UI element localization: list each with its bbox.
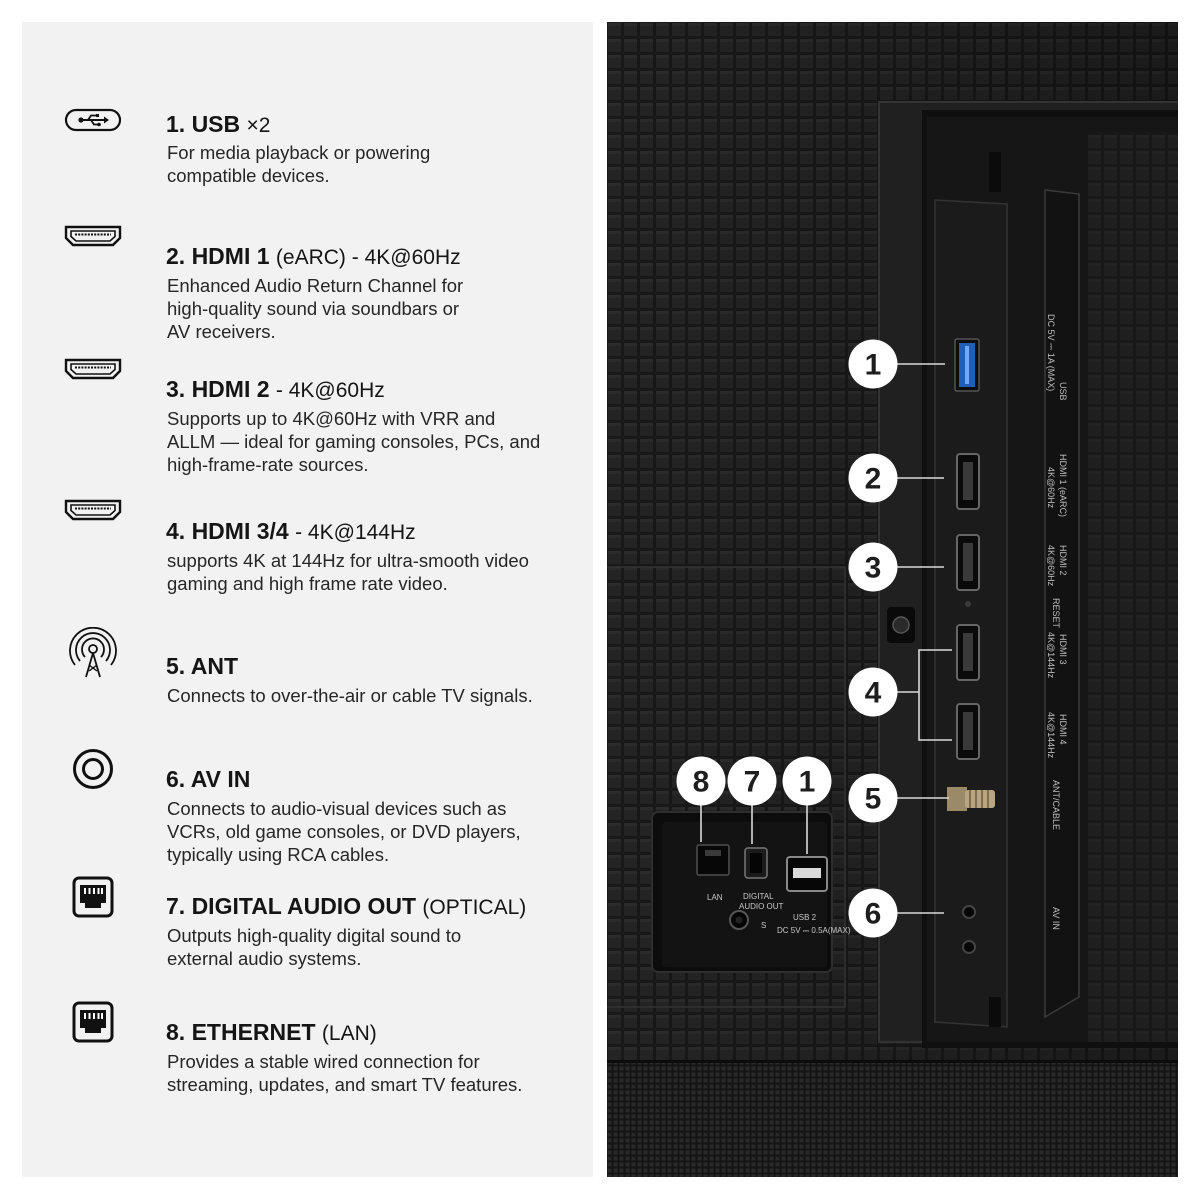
desc-line: Connects to over-the-air or cable TV signals. (167, 685, 533, 706)
desc-line: AV receivers. (167, 321, 276, 342)
callout-2 (849, 454, 898, 503)
label-s: S (761, 921, 767, 930)
label-digital-line2: AUDIO OUT (739, 902, 784, 911)
hdmi-port-4 (957, 704, 979, 759)
desc-line: supports 4K at 144Hz for ultra-smooth video (167, 550, 529, 571)
title-main: 6. AV IN (166, 766, 251, 792)
desc-line: Supports up to 4K@60Hz with VRR and (167, 408, 496, 429)
callout-number: 8 (692, 765, 710, 799)
label-hdmi1: HDMI 1 (eARC) (1058, 454, 1068, 518)
label-usb2-rating: DC 5V ⎓ 0.5A(MAX) (777, 926, 851, 935)
label-hdmi2-spec: 4K@60Hz (1046, 545, 1056, 587)
callout-6 (849, 889, 898, 938)
title-spec: (eARC) - 4K@60Hz (275, 246, 461, 269)
desc-line: VCRs, old game consoles, or DVD players, (167, 821, 521, 842)
hdmi-port-2 (957, 535, 979, 590)
av-jack (963, 941, 975, 953)
desc-line: streaming, updates, and smart TV features. (167, 1074, 523, 1095)
feature-title (166, 110, 270, 140)
title-main: 3. HDMI 2 (166, 376, 270, 402)
title-spec: ×2 (246, 114, 271, 137)
av-in-icon (64, 745, 122, 793)
feature-description (167, 141, 587, 187)
label-reset: RESET (1051, 598, 1061, 629)
features-list (22, 22, 593, 1177)
feature-title (166, 375, 385, 405)
av-jack (963, 906, 975, 918)
callout-number: 6 (864, 897, 882, 931)
feature-description (167, 797, 587, 866)
title-spec: (OPTICAL) (422, 896, 527, 919)
callout-number: 2 (864, 462, 882, 496)
ethernet-port-icon (64, 1001, 122, 1049)
label-hdmi2: HDMI 2 (1058, 545, 1068, 576)
reset-button (965, 601, 971, 607)
title-spec: - 4K@144Hz (295, 521, 416, 544)
tv-back-photo (607, 22, 1178, 1177)
desc-line: For media playback or powering (167, 142, 431, 163)
feature-description (167, 549, 587, 595)
title-main: 5. ANT (166, 653, 238, 679)
callout-number: 1 (798, 765, 816, 799)
tv-back-illustration (607, 22, 1178, 1177)
feature-title (166, 517, 416, 547)
callout-number: 7 (743, 765, 761, 799)
feature-title (166, 242, 461, 272)
callout-8 (677, 757, 726, 806)
callout-4 (849, 668, 898, 717)
title-main: 7. DIGITAL AUDIO OUT (166, 893, 417, 919)
hdmi-icon (64, 224, 122, 272)
feature-description (167, 924, 587, 970)
desc-line: Enhanced Audio Return Channel for (167, 275, 464, 296)
vent-grille (607, 1062, 1178, 1177)
label-usb: USB (1058, 382, 1068, 401)
desc-line: Connects to audio-visual devices such as (167, 798, 507, 819)
title-main: 2. HDMI 1 (166, 243, 270, 269)
label-usb2: USB 2 (793, 913, 817, 922)
feature-title (166, 1018, 377, 1048)
hdmi-port-3 (957, 625, 979, 680)
desc-line: high-frame-rate sources. (167, 454, 369, 475)
hdmi-icon (64, 498, 122, 546)
desc-line: compatible devices. (167, 165, 330, 186)
label-digital-line1: DIGITAL (743, 892, 774, 901)
label-usb-rating: DC 5V ⎓ 1A (MAX) (1046, 314, 1056, 392)
feature-title (166, 892, 526, 922)
feature-description (167, 407, 587, 476)
hdmi-port-1 (957, 454, 979, 509)
label-hdmi3: HDMI 3 (1058, 634, 1068, 665)
desc-line: ALLM — ideal for gaming consoles, PCs, and (167, 431, 541, 452)
feature-description (167, 274, 587, 343)
desc-line: external audio systems. (167, 948, 362, 969)
title-main: 8. ETHERNET (166, 1019, 316, 1045)
antenna-icon (64, 627, 122, 675)
feature-title (166, 765, 250, 793)
callout-number: 4 (864, 676, 882, 710)
callout-number: 1 (864, 348, 882, 382)
feature-description (167, 1050, 587, 1096)
callout-5 (849, 774, 898, 823)
optical-port-icon (64, 876, 122, 924)
desc-line: typically using RCA cables. (167, 844, 390, 865)
title-main: 4. HDMI 3/4 (166, 518, 289, 544)
hdmi-icon (64, 357, 122, 405)
title-main: 1. USB (166, 111, 241, 137)
desc-line: gaming and high frame rate video. (167, 573, 448, 594)
label-lan: LAN (707, 893, 723, 902)
usb-port (955, 339, 979, 391)
label-hdmi4: HDMI 4 (1058, 714, 1068, 745)
label-hdmi4-spec: 4K@144Hz (1046, 712, 1056, 759)
label-av: AV IN (1051, 907, 1061, 930)
callout-1 (849, 340, 898, 389)
callout-7 (728, 757, 777, 806)
feature-title (166, 652, 238, 680)
callout-number: 5 (864, 782, 882, 816)
label-ant: ANT/CABLE (1051, 780, 1061, 831)
callout-1-usb2 (783, 757, 832, 806)
callout-number: 3 (864, 551, 882, 585)
usb-icon (64, 107, 122, 155)
label-hdmi3-spec: 4K@144Hz (1046, 632, 1056, 679)
label-hdmi1-spec: 4K@60Hz (1046, 467, 1056, 509)
desc-line: high-quality sound via soundbars or (167, 298, 460, 319)
title-spec: (LAN) (321, 1022, 377, 1045)
title-spec: - 4K@60Hz (275, 379, 385, 402)
antenna-connector (947, 787, 995, 811)
desc-line: Outputs high-quality digital sound to (167, 925, 462, 946)
callout-3 (849, 543, 898, 592)
desc-line: Provides a stable wired connection for (167, 1051, 480, 1072)
lan-port (697, 845, 729, 875)
feature-description (167, 684, 587, 707)
